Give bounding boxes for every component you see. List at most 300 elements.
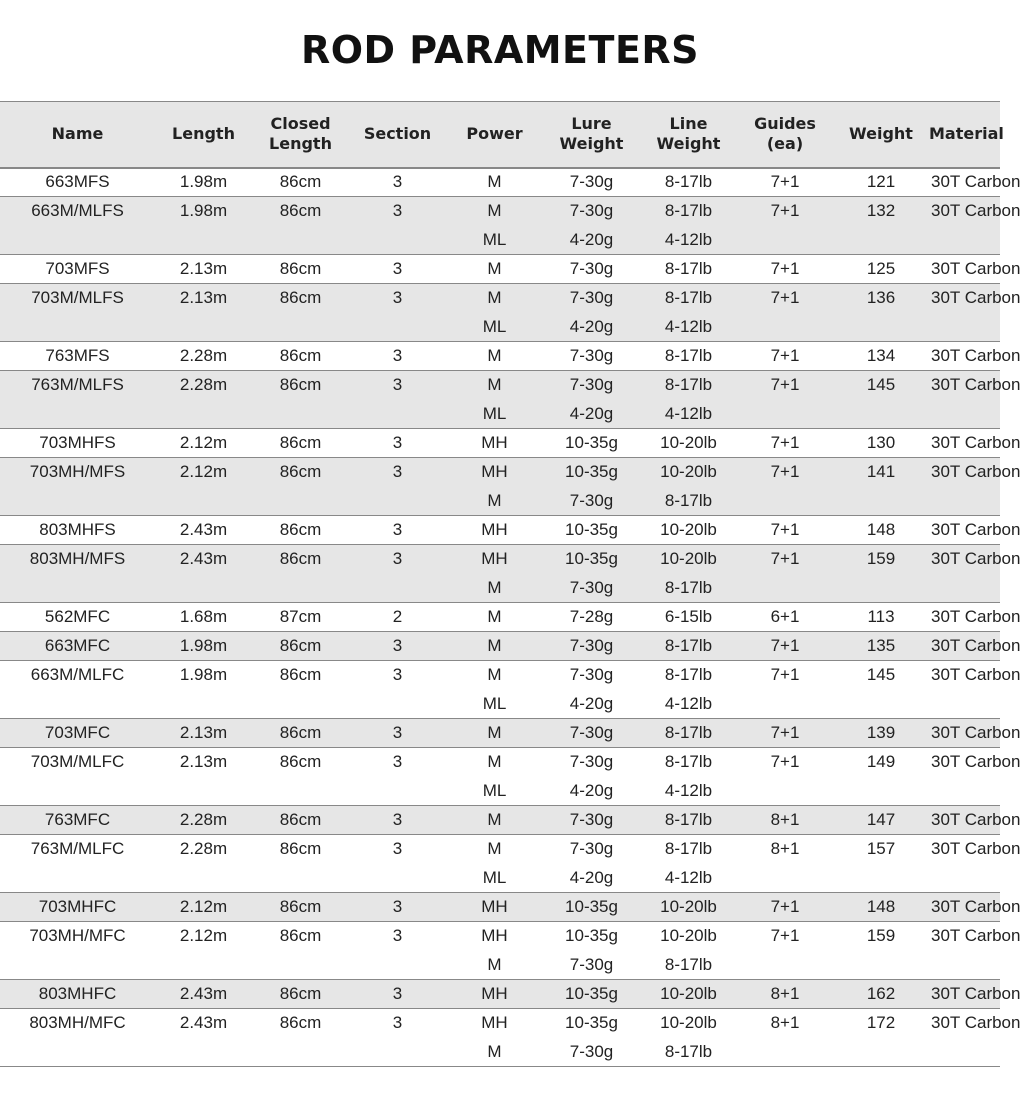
cell-lure-weight: 10-35g xyxy=(543,1009,640,1038)
table-row xyxy=(0,1009,1000,1038)
cell-material: 30T Carbon xyxy=(929,603,1000,632)
cell-empty xyxy=(737,400,833,429)
cell-lure-weight: 7-30g xyxy=(543,719,640,748)
cell-material: 30T Carbon xyxy=(929,516,1000,545)
cell-weight: 130 xyxy=(833,429,929,458)
column-header-closed-length: Closed Length xyxy=(269,114,332,154)
cell-weight: 157 xyxy=(833,835,929,864)
cell-power: M xyxy=(446,371,543,400)
cell-material: 30T Carbon xyxy=(929,168,1000,197)
cell-material: 30T Carbon xyxy=(929,980,1000,1009)
cell-empty xyxy=(252,313,349,342)
cell-line-weight: 10-20lb xyxy=(640,893,737,922)
table-row xyxy=(0,284,1000,313)
cell-line-weight: 4-12lb xyxy=(664,693,713,713)
cell-length: 2.12m xyxy=(155,893,252,922)
cell-lure-weight: 7-30g xyxy=(543,371,640,400)
table-row-continuation xyxy=(0,487,1000,516)
cell-lure-weight: 7-30g xyxy=(543,835,640,864)
cell-line-weight: 4-12lb xyxy=(664,403,713,423)
cell-weight: 172 xyxy=(833,1009,929,1038)
cell-empty xyxy=(929,487,1000,516)
cell-section: 3 xyxy=(349,661,446,690)
cell-line-weight: 8-17lb xyxy=(640,835,737,864)
cell-lure-weight: 4-20g xyxy=(569,867,614,887)
cell-closed-length: 86cm xyxy=(252,632,349,661)
cell-length: 2.28m xyxy=(155,835,252,864)
cell-empty xyxy=(155,1038,252,1067)
cell-length: 2.13m xyxy=(155,255,252,284)
page-title: ROD PARAMETERS xyxy=(300,28,700,72)
column-header-weight: Weight xyxy=(849,124,913,144)
cell-section: 3 xyxy=(349,197,446,226)
cell-closed-length: 86cm xyxy=(252,1009,349,1038)
cell-power: M xyxy=(487,490,502,510)
cell-empty xyxy=(349,226,446,255)
cell-closed-length: 86cm xyxy=(252,661,349,690)
cell-length: 2.13m xyxy=(155,748,252,777)
cell-name: 703MHFS xyxy=(0,429,155,458)
cell-empty xyxy=(155,574,252,603)
cell-guides: 8+1 xyxy=(737,806,833,835)
cell-length: 2.28m xyxy=(155,371,252,400)
cell-section: 3 xyxy=(349,806,446,835)
cell-empty xyxy=(737,487,833,516)
cell-weight: 132 xyxy=(833,197,929,226)
cell-name: 763MFS xyxy=(0,342,155,371)
cell-closed-length: 87cm xyxy=(252,603,349,632)
cell-guides: 6+1 xyxy=(737,603,833,632)
cell-line-weight: 8-17lb xyxy=(664,577,713,597)
cell-empty xyxy=(737,777,833,806)
cell-section: 3 xyxy=(349,719,446,748)
cell-empty xyxy=(252,400,349,429)
cell-guides: 7+1 xyxy=(737,284,833,313)
cell-length: 2.12m xyxy=(155,922,252,951)
cell-line-weight: 4-12lb xyxy=(664,229,713,249)
table-row xyxy=(0,197,1000,226)
cell-guides: 8+1 xyxy=(737,1009,833,1038)
cell-name: 663MFS xyxy=(0,168,155,197)
column-header-section: Section xyxy=(363,124,432,144)
cell-empty xyxy=(833,690,929,719)
cell-lure-weight: 4-20g xyxy=(569,229,614,249)
cell-name: 763MFC xyxy=(0,806,155,835)
cell-line-weight: 8-17lb xyxy=(640,661,737,690)
cell-guides: 7+1 xyxy=(737,748,833,777)
cell-length: 2.43m xyxy=(155,516,252,545)
cell-power: M xyxy=(446,603,543,632)
cell-empty xyxy=(252,690,349,719)
table-row xyxy=(0,922,1000,951)
cell-closed-length: 86cm xyxy=(252,806,349,835)
cell-empty xyxy=(155,487,252,516)
cell-guides: 7+1 xyxy=(737,342,833,371)
cell-power: ML xyxy=(482,229,507,249)
cell-closed-length: 86cm xyxy=(252,197,349,226)
table-row-continuation xyxy=(0,400,1000,429)
cell-lure-weight: 7-30g xyxy=(543,748,640,777)
cell-lure-weight: 7-30g xyxy=(569,577,614,597)
cell-guides: 7+1 xyxy=(737,458,833,487)
cell-line-weight: 8-17lb xyxy=(640,284,737,313)
cell-empty xyxy=(155,951,252,980)
cell-power: M xyxy=(446,1038,543,1067)
cell-material: 30T Carbon xyxy=(929,284,1000,313)
cell-empty xyxy=(929,777,1000,806)
cell-empty xyxy=(155,690,252,719)
cell-line-weight: 10-20lb xyxy=(640,545,737,574)
cell-empty xyxy=(737,1038,833,1067)
cell-material: 30T Carbon xyxy=(929,719,1000,748)
cell-closed-length: 86cm xyxy=(252,980,349,1009)
cell-lure-weight: 7-30g xyxy=(569,954,614,974)
cell-lure-weight: 10-35g xyxy=(543,545,640,574)
table-row xyxy=(0,719,1000,748)
cell-section: 3 xyxy=(349,835,446,864)
cell-power: MH xyxy=(446,429,543,458)
cell-guides: 7+1 xyxy=(737,197,833,226)
cell-closed-length: 86cm xyxy=(252,255,349,284)
cell-line-weight: 8-17lb xyxy=(640,342,737,371)
cell-empty xyxy=(833,864,929,893)
cell-section: 3 xyxy=(349,922,446,951)
table-row xyxy=(0,980,1000,1009)
cell-material: 30T Carbon xyxy=(929,371,1000,400)
cell-empty xyxy=(929,313,1000,342)
cell-length: 2.43m xyxy=(155,545,252,574)
cell-material: 30T Carbon xyxy=(929,661,1000,690)
cell-guides: 7+1 xyxy=(737,545,833,574)
cell-name: 703MHFC xyxy=(0,893,155,922)
column-header-guides: Guides (ea) xyxy=(754,114,816,154)
cell-empty xyxy=(252,1038,349,1067)
cell-empty xyxy=(833,400,929,429)
cell-empty xyxy=(349,951,446,980)
table-header xyxy=(0,102,1004,168)
cell-lure-weight: 4-20g xyxy=(569,316,614,336)
cell-lure-weight: 7-30g xyxy=(543,197,640,226)
table-row-continuation xyxy=(0,1038,1000,1067)
cell-lure-weight: 10-35g xyxy=(543,429,640,458)
cell-length: 2.13m xyxy=(155,719,252,748)
cell-lure-weight: 10-35g xyxy=(543,922,640,951)
column-header-length: Length xyxy=(172,124,235,144)
cell-line-weight: 8-17lb xyxy=(640,719,737,748)
table-row-continuation xyxy=(0,777,1000,806)
cell-weight: 141 xyxy=(833,458,929,487)
cell-empty xyxy=(0,226,155,255)
cell-power: MH xyxy=(446,545,543,574)
cell-empty xyxy=(349,400,446,429)
cell-empty xyxy=(737,690,833,719)
cell-empty xyxy=(0,690,155,719)
table-row-continuation xyxy=(0,226,1000,255)
cell-name: 803MH/MFS xyxy=(0,545,155,574)
cell-empty xyxy=(349,313,446,342)
cell-length: 1.98m xyxy=(155,168,252,197)
cell-length: 1.98m xyxy=(155,661,252,690)
table-row xyxy=(0,806,1000,835)
cell-section: 3 xyxy=(349,284,446,313)
table-row-continuation xyxy=(0,574,1000,603)
cell-line-weight: 10-20lb xyxy=(640,1009,737,1038)
cell-closed-length: 86cm xyxy=(252,284,349,313)
cell-closed-length: 86cm xyxy=(252,748,349,777)
cell-empty xyxy=(252,864,349,893)
cell-empty xyxy=(349,777,446,806)
cell-material: 30T Carbon xyxy=(929,632,1000,661)
cell-guides: 7+1 xyxy=(737,429,833,458)
cell-weight: 162 xyxy=(833,980,929,1009)
cell-material: 30T Carbon xyxy=(929,748,1000,777)
column-header-power: Power xyxy=(466,124,523,144)
cell-material: 30T Carbon xyxy=(929,893,1000,922)
table-row xyxy=(0,255,1000,284)
cell-section: 3 xyxy=(349,168,446,197)
table-row xyxy=(0,342,1000,371)
cell-empty xyxy=(252,951,349,980)
cell-empty xyxy=(252,574,349,603)
cell-guides: 7+1 xyxy=(737,922,833,951)
cell-line-weight: 10-20lb xyxy=(640,429,737,458)
cell-line-weight: 4-12lb xyxy=(664,316,713,336)
cell-power: MH xyxy=(446,516,543,545)
cell-weight: 121 xyxy=(833,168,929,197)
cell-power: M xyxy=(446,661,543,690)
cell-empty xyxy=(833,487,929,516)
cell-empty xyxy=(349,864,446,893)
cell-closed-length: 86cm xyxy=(252,893,349,922)
cell-line-weight: 8-17lb xyxy=(664,490,713,510)
cell-guides: 7+1 xyxy=(737,719,833,748)
table-row xyxy=(0,661,1000,690)
cell-material: 30T Carbon xyxy=(929,835,1000,864)
cell-section: 3 xyxy=(349,342,446,371)
table-row-continuation xyxy=(0,864,1000,893)
cell-empty xyxy=(929,864,1000,893)
cell-empty xyxy=(833,951,929,980)
cell-empty xyxy=(929,951,1000,980)
cell-name: 703M/MLFC xyxy=(0,748,155,777)
cell-length: 2.43m xyxy=(155,1009,252,1038)
cell-empty xyxy=(252,487,349,516)
cell-closed-length: 86cm xyxy=(252,835,349,864)
cell-power: ML xyxy=(482,693,507,713)
cell-power: M xyxy=(446,284,543,313)
rod-parameters-table xyxy=(0,101,1020,1067)
cell-power: ML xyxy=(482,403,507,423)
cell-section: 3 xyxy=(349,458,446,487)
cell-name: 803MHFC xyxy=(0,980,155,1009)
cell-section: 3 xyxy=(349,429,446,458)
table-row-continuation xyxy=(0,313,1000,342)
cell-name: 663M/MLFC xyxy=(0,661,155,690)
cell-empty xyxy=(349,487,446,516)
cell-weight: 113 xyxy=(833,603,929,632)
cell-line-weight: 6-15lb xyxy=(640,603,737,632)
cell-empty xyxy=(155,400,252,429)
cell-length: 2.12m xyxy=(155,458,252,487)
table-row xyxy=(0,545,1000,574)
cell-length: 2.12m xyxy=(155,429,252,458)
table-row xyxy=(0,632,1000,661)
cell-section: 3 xyxy=(349,893,446,922)
cell-closed-length: 86cm xyxy=(252,545,349,574)
cell-weight: 139 xyxy=(833,719,929,748)
cell-line-weight: 8-17lb xyxy=(640,632,737,661)
cell-guides: 8+1 xyxy=(737,835,833,864)
cell-empty xyxy=(252,226,349,255)
cell-line-weight: 8-17lb xyxy=(640,168,737,197)
cell-material: 30T Carbon xyxy=(929,255,1000,284)
cell-lure-weight: 7-30g xyxy=(543,255,640,284)
table-row xyxy=(0,516,1000,545)
cell-material: 30T Carbon xyxy=(929,545,1000,574)
cell-guides: 7+1 xyxy=(737,255,833,284)
column-header-material: Material xyxy=(929,124,1004,144)
table-body xyxy=(0,168,1020,1067)
cell-guides: 7+1 xyxy=(737,516,833,545)
cell-empty xyxy=(0,1038,155,1067)
cell-lure-weight: 4-20g xyxy=(569,693,614,713)
cell-name: 703MH/MFC xyxy=(0,922,155,951)
cell-line-weight: 4-12lb xyxy=(664,780,713,800)
cell-weight: 135 xyxy=(833,632,929,661)
cell-length: 2.43m xyxy=(155,980,252,1009)
cell-name: 703MFS xyxy=(0,255,155,284)
cell-guides: 8+1 xyxy=(737,980,833,1009)
cell-power: MH xyxy=(446,922,543,951)
cell-guides: 7+1 xyxy=(737,632,833,661)
cell-power: M xyxy=(446,806,543,835)
cell-power: M xyxy=(446,748,543,777)
cell-section: 3 xyxy=(349,980,446,1009)
cell-material: 30T Carbon xyxy=(929,922,1000,951)
cell-length: 1.98m xyxy=(155,197,252,226)
table-row-continuation xyxy=(0,951,1000,980)
cell-lure-weight: 4-20g xyxy=(569,780,614,800)
cell-name: 703M/MLFS xyxy=(0,284,155,313)
cell-power: MH xyxy=(446,1009,543,1038)
cell-name: 703MH/MFS xyxy=(0,458,155,487)
cell-empty xyxy=(737,313,833,342)
cell-material: 30T Carbon xyxy=(929,342,1000,371)
cell-length: 1.68m xyxy=(155,603,252,632)
cell-material: 30T Carbon xyxy=(929,458,1000,487)
cell-power: M xyxy=(487,954,502,974)
cell-power: M xyxy=(446,342,543,371)
cell-material: 30T Carbon xyxy=(929,429,1000,458)
cell-closed-length: 86cm xyxy=(252,371,349,400)
cell-line-weight: 4-12lb xyxy=(664,867,713,887)
cell-weight: 159 xyxy=(833,922,929,951)
cell-lure-weight: 7-30g xyxy=(543,168,640,197)
table-row xyxy=(0,429,1000,458)
cell-lure-weight: 7-30g xyxy=(543,342,640,371)
table-row xyxy=(0,893,1000,922)
cell-line-weight: 8-17lb xyxy=(640,748,737,777)
column-header-lure-weight: Lure Weight xyxy=(559,114,624,154)
cell-line-weight: 8-17lb xyxy=(640,371,737,400)
cell-empty xyxy=(833,574,929,603)
cell-line-weight: 8-17lb xyxy=(640,1038,737,1067)
cell-lure-weight: 7-30g xyxy=(543,632,640,661)
cell-material: 30T Carbon xyxy=(929,1009,1000,1038)
cell-section: 3 xyxy=(349,371,446,400)
cell-power: M xyxy=(446,835,543,864)
cell-guides: 7+1 xyxy=(737,661,833,690)
cell-closed-length: 86cm xyxy=(252,429,349,458)
header-row xyxy=(0,102,1000,168)
cell-empty xyxy=(737,226,833,255)
cell-closed-length: 86cm xyxy=(252,922,349,951)
cell-guides: 7+1 xyxy=(737,893,833,922)
cell-empty xyxy=(929,226,1000,255)
cell-section: 3 xyxy=(349,545,446,574)
cell-lure-weight: 7-30g xyxy=(543,661,640,690)
cell-power: ML xyxy=(482,780,507,800)
cell-name: 663MFC xyxy=(0,632,155,661)
cell-power: M xyxy=(446,632,543,661)
cell-lure-weight: 10-35g xyxy=(543,893,640,922)
cell-line-weight: 10-20lb xyxy=(640,458,737,487)
cell-weight: 145 xyxy=(833,371,929,400)
cell-power: MH xyxy=(446,893,543,922)
cell-empty xyxy=(737,951,833,980)
cell-name: 803MH/MFC xyxy=(0,1009,155,1038)
table-row xyxy=(0,603,1000,632)
cell-name: 763M/MLFC xyxy=(0,835,155,864)
cell-section: 3 xyxy=(349,1009,446,1038)
cell-empty xyxy=(155,313,252,342)
cell-length: 2.28m xyxy=(155,806,252,835)
cell-weight: 148 xyxy=(833,893,929,922)
cell-empty xyxy=(155,226,252,255)
cell-empty xyxy=(833,777,929,806)
cell-section: 3 xyxy=(349,516,446,545)
cell-power: M xyxy=(446,719,543,748)
cell-lure-weight: 10-35g xyxy=(543,516,640,545)
table-row xyxy=(0,835,1000,864)
cell-name: 703MFC xyxy=(0,719,155,748)
cell-weight: 134 xyxy=(833,342,929,371)
cell-empty xyxy=(349,574,446,603)
cell-closed-length: 86cm xyxy=(252,342,349,371)
cell-empty xyxy=(0,574,155,603)
cell-weight: 145 xyxy=(833,661,929,690)
table-row-continuation xyxy=(0,690,1000,719)
cell-lure-weight: 7-30g xyxy=(543,806,640,835)
cell-empty xyxy=(737,864,833,893)
cell-empty xyxy=(349,690,446,719)
cell-power: MH xyxy=(446,980,543,1009)
cell-weight: 149 xyxy=(833,748,929,777)
cell-empty xyxy=(0,313,155,342)
cell-line-weight: 8-17lb xyxy=(640,255,737,284)
cell-section: 3 xyxy=(349,632,446,661)
cell-material: 30T Carbon xyxy=(929,197,1000,226)
cell-empty xyxy=(0,951,155,980)
cell-weight: 148 xyxy=(833,516,929,545)
cell-guides: 7+1 xyxy=(737,168,833,197)
cell-weight: 159 xyxy=(833,545,929,574)
cell-power: ML xyxy=(482,867,507,887)
cell-length: 2.28m xyxy=(155,342,252,371)
cell-power: MH xyxy=(446,458,543,487)
cell-length: 1.98m xyxy=(155,632,252,661)
cell-power: M xyxy=(446,168,543,197)
